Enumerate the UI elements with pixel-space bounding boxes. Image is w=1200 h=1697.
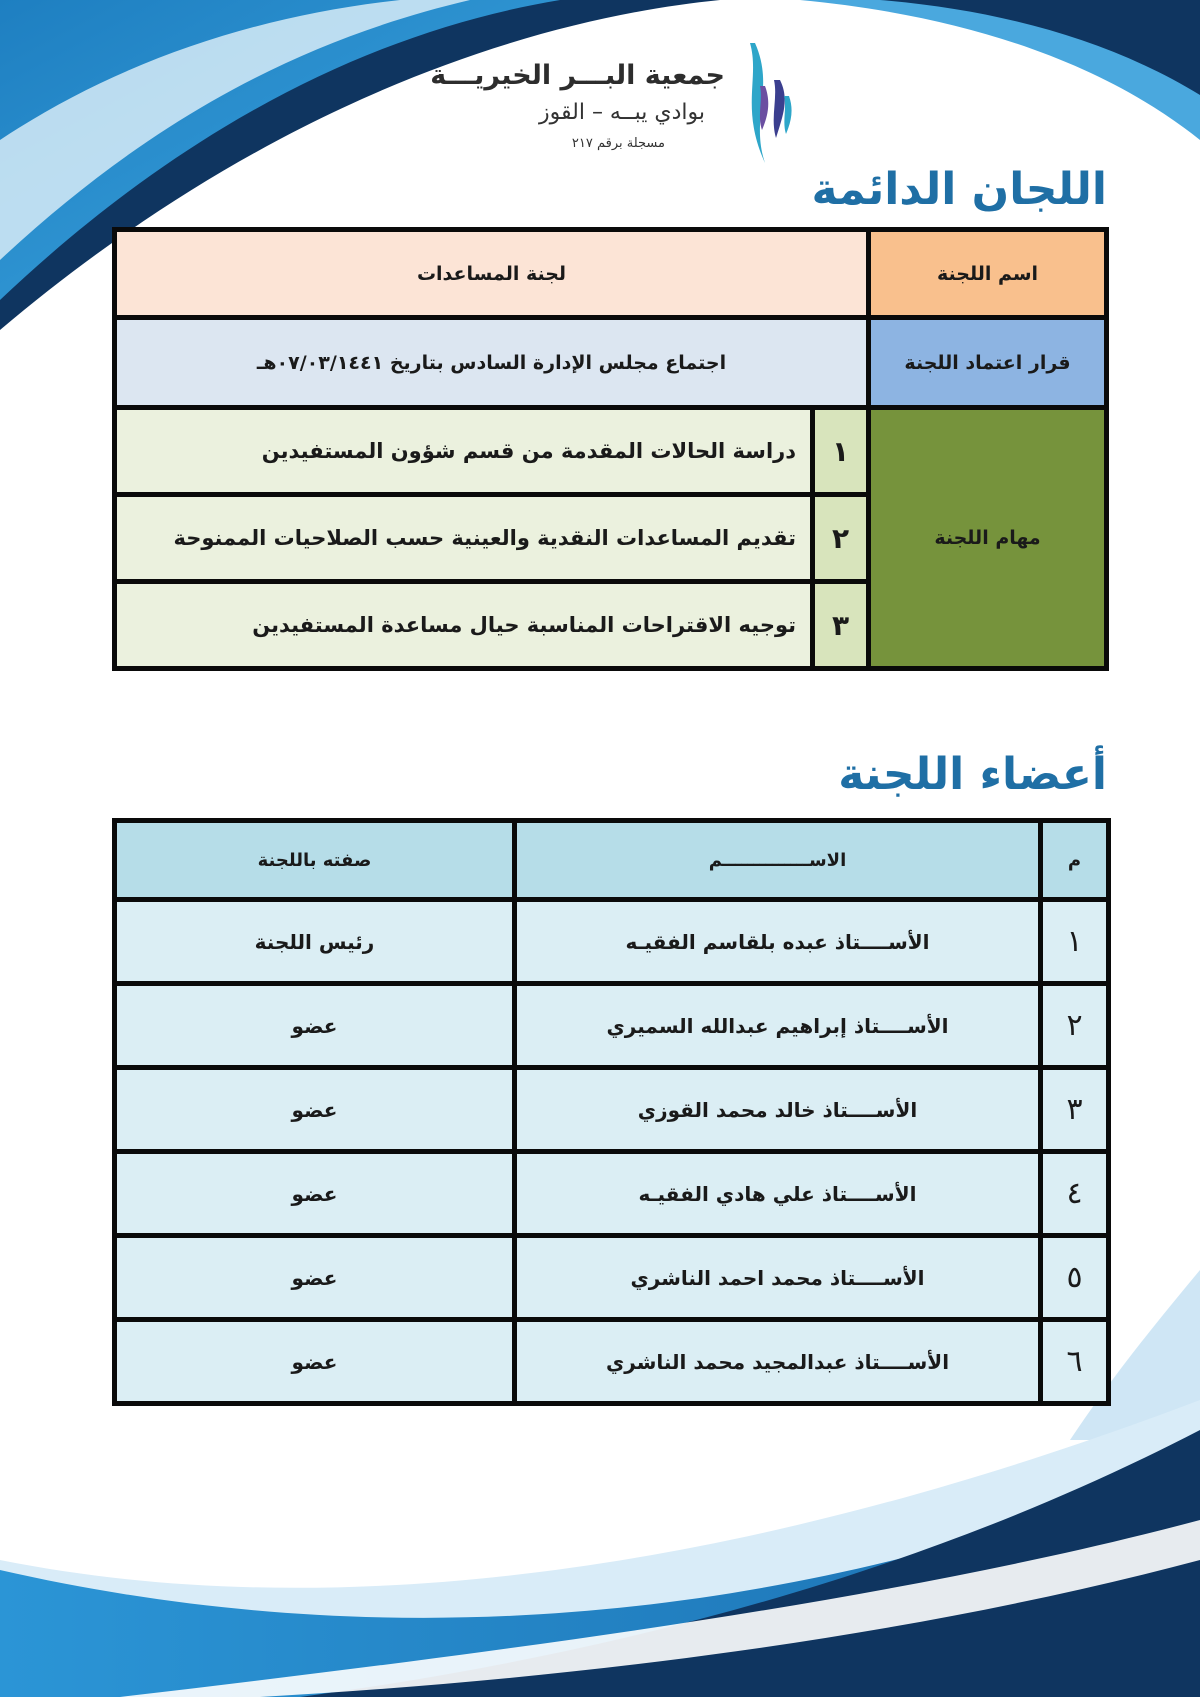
registration-number: مسجلة برقم ٢١٧	[571, 136, 665, 151]
table-row	[115, 1236, 1109, 1320]
task-text: دراسة الحالات المقدمة من قسم شؤون المستفيدين	[115, 408, 813, 495]
task-text: توجيه الاقتراحات المناسبة حيال مساعدة المستفيدين	[115, 582, 813, 669]
member-role: عضو	[115, 984, 515, 1068]
member-role: عضو	[115, 1320, 515, 1404]
member-name: الأســــتاذ عبدالمجيد محمد الناشري	[515, 1320, 1041, 1404]
committee-members-table	[112, 818, 1111, 1406]
task-number: ٣	[813, 582, 869, 669]
member-role: عضو	[115, 1152, 515, 1236]
committee-name-label: اسم اللجنة	[869, 230, 1107, 318]
table-row	[115, 1320, 1109, 1404]
column-header-role: صفته باللجنة	[115, 821, 515, 900]
member-name: الأســــتاذ علي هادي الفقيـه	[515, 1152, 1041, 1236]
table-row	[115, 1068, 1109, 1152]
member-index: ٤	[1041, 1152, 1109, 1236]
member-role: رئيس اللجنة	[115, 900, 515, 984]
column-header-name: الاســــــــــــــم	[515, 821, 1041, 900]
association-logo	[430, 38, 800, 168]
task-text: تقديم المساعدات النقدية والعينية حسب الصلاحيات الممنوحة	[115, 495, 813, 582]
member-index: ١	[1041, 900, 1109, 984]
member-name: الأســــتاذ محمد احمد الناشري	[515, 1236, 1041, 1320]
member-index: ٥	[1041, 1236, 1109, 1320]
committee-members-title: أعضاء اللجنة	[838, 749, 1107, 800]
association-logo-icon	[730, 38, 800, 168]
member-role: عضو	[115, 1068, 515, 1152]
member-name: الأســــتاذ عبده بلقاسم الفقيـه	[515, 900, 1041, 984]
task-number: ١	[813, 408, 869, 495]
member-index: ٣	[1041, 1068, 1109, 1152]
standing-committees-title: اللجان الدائمة	[811, 164, 1107, 215]
association-name: جمعية البـــر الخيريـــة	[430, 60, 725, 91]
committee-name-value: لجنة المساعدات	[115, 230, 869, 318]
member-role: عضو	[115, 1236, 515, 1320]
table-header-row	[115, 821, 1109, 900]
table-row	[115, 900, 1109, 984]
member-index: ٢	[1041, 984, 1109, 1068]
approval-decision-label: قرار اعتماد اللجنة	[869, 318, 1107, 408]
task-row	[115, 408, 1107, 495]
column-header-index: م	[1041, 821, 1109, 900]
table-row	[115, 984, 1109, 1068]
approval-decision-value: اجتماع مجلس الإدارة السادس بتاريخ ٠٧/٠٣/١٤٤١هـ	[115, 318, 869, 408]
member-name: الأســــتاذ خالد محمد القوزي	[515, 1068, 1041, 1152]
committee-info-table	[112, 227, 1109, 671]
member-name: الأســــتاذ إبراهيم عبدالله السميري	[515, 984, 1041, 1068]
association-location: بوادي يبــه – القوز	[539, 100, 705, 125]
task-number: ٢	[813, 495, 869, 582]
table-row	[115, 1152, 1109, 1236]
member-index: ٦	[1041, 1320, 1109, 1404]
committee-tasks-label: مهام اللجنة	[869, 408, 1107, 669]
